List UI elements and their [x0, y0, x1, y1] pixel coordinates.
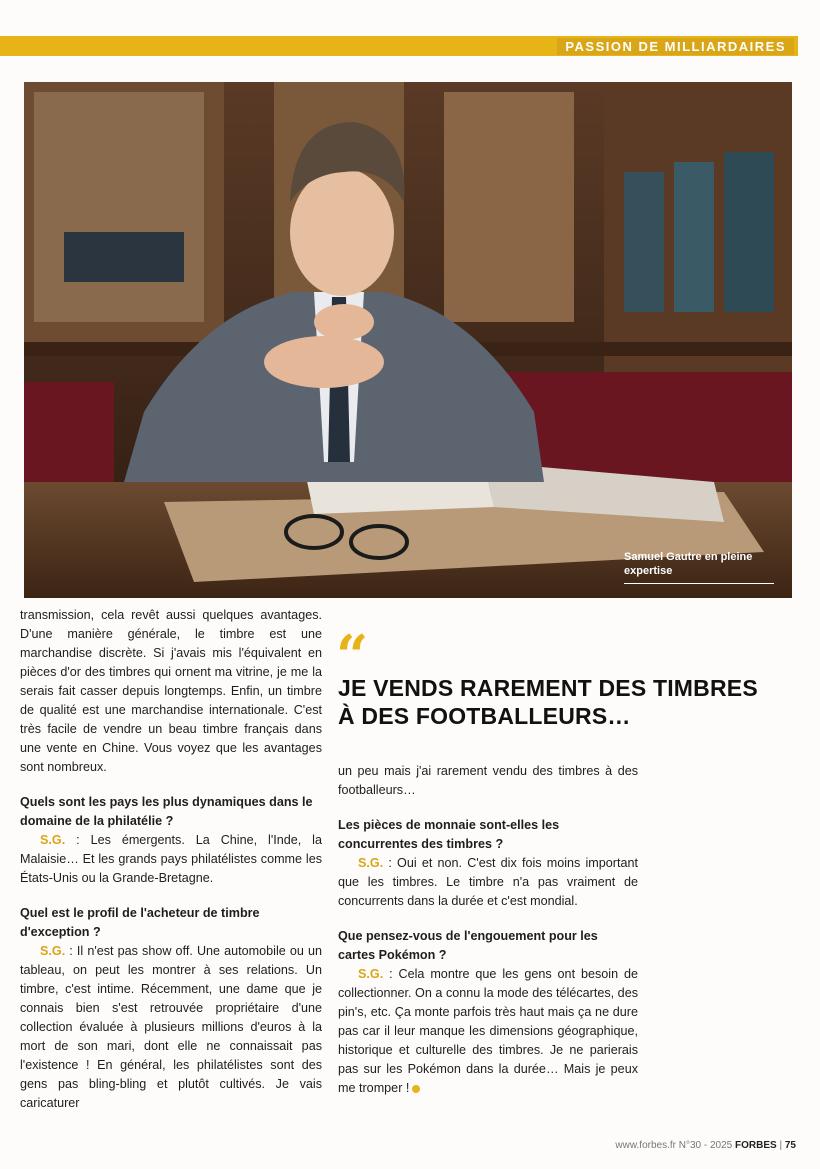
- speaker-initials: S.G.: [358, 856, 384, 870]
- footer-site: www.forbes.fr: [615, 1140, 676, 1151]
- footer-separator: |: [779, 1140, 783, 1151]
- right-column: [338, 762, 638, 1098]
- answer: [20, 831, 322, 888]
- left-column: [20, 606, 322, 1113]
- speaker-initials: S.G.: [358, 967, 384, 981]
- speaker-initials: S.G.: [40, 833, 66, 847]
- quote-mark: “: [336, 623, 369, 689]
- answer: [338, 854, 638, 911]
- footer-brand: FORBES: [735, 1140, 777, 1151]
- photo-illustration: [24, 82, 792, 598]
- paragraph: transmission, cela revêt aussi quelques avantages. D'une manière générale, le timbre est une marchandise discrète. Si j'avais mis l'équivalent en pièces d'or des timbres qui ornent ma vitrine, je me la serais fait casser depuis longtemps. Enfin, un timbre de qualité est une marchandise internationale. C'est très facile de vendre un beau timbre français dans une vente en Chine. Vous voyez que les avantages sont nombreux.: [20, 608, 322, 774]
- answer-text: : Cela montre que les gens ont besoin de collectionner. On a connu la mode des télécartes, des pin's, etc. Ça monte parfois très haut mais ça ne dure pas car il leur manque les dimensions géographique, historique et culturelle des timbres. Je ne parierais pas sur les Pokémon dans la durée… Mais je peux me tromper !: [338, 967, 638, 1095]
- paragraph: un peu mais j'ai rarement vendu des timbres à des footballeurs…: [338, 764, 638, 797]
- question: Quels sont les pays les plus dynamiques dans le domaine de la philatélie ?: [20, 795, 313, 828]
- page-number: 75: [784, 1140, 796, 1151]
- portrait-photo: [24, 82, 792, 598]
- speaker-initials: S.G.: [40, 944, 66, 958]
- answer: [20, 942, 322, 1113]
- page-footer: [615, 1140, 796, 1151]
- photo-caption: Samuel Gautre en pleine expertise: [624, 551, 753, 577]
- footer-issue: N°30 - 2025: [678, 1140, 733, 1151]
- section-bar: [0, 36, 798, 56]
- end-mark-icon: [412, 1085, 420, 1093]
- question: Quel est le profil de l'acheteur de timbre d'exception ?: [20, 906, 260, 939]
- caption-rule: [624, 583, 774, 584]
- pull-quote: JE VENDS RAREMENT DES TIMBRES À DES FOOTBALLEURS…: [338, 675, 758, 729]
- answer-text: : Les émergents. La Chine, l'Inde, la Malaisie… Et les grands pays philatélistes comme les États-Unis ou la Grande-Bretagne.: [20, 833, 322, 885]
- section-label: PASSION DE MILLIARDAIRES: [557, 38, 794, 55]
- answer-text: : Oui et non. C'est dix fois moins important que les timbres. Le timbre n'a pas vraiment de concurrents dans la durée et c'est mondial.: [338, 856, 638, 908]
- question: Que pensez-vous de l'engouement pour les cartes Pokémon ?: [338, 929, 598, 962]
- answer-text: : Il n'est pas show off. Une automobile ou un tableau, on peut les montrer à ses relations. Un timbre, c'est intime. Récemment, une dame que je connais bien s'est retrouvée propriétaire d'une collection évaluée à plusieurs millions d'euros à la mort de son mari, dont elle ne connaissait pas l'existence ! En général, les philatélistes sont des gens pas bling-bling et plutôt cultivés. Je vais caricaturer: [20, 944, 322, 1110]
- question: Les pièces de monnaie sont-elles les concurrentes des timbres ?: [338, 818, 560, 851]
- answer: [338, 965, 638, 1098]
